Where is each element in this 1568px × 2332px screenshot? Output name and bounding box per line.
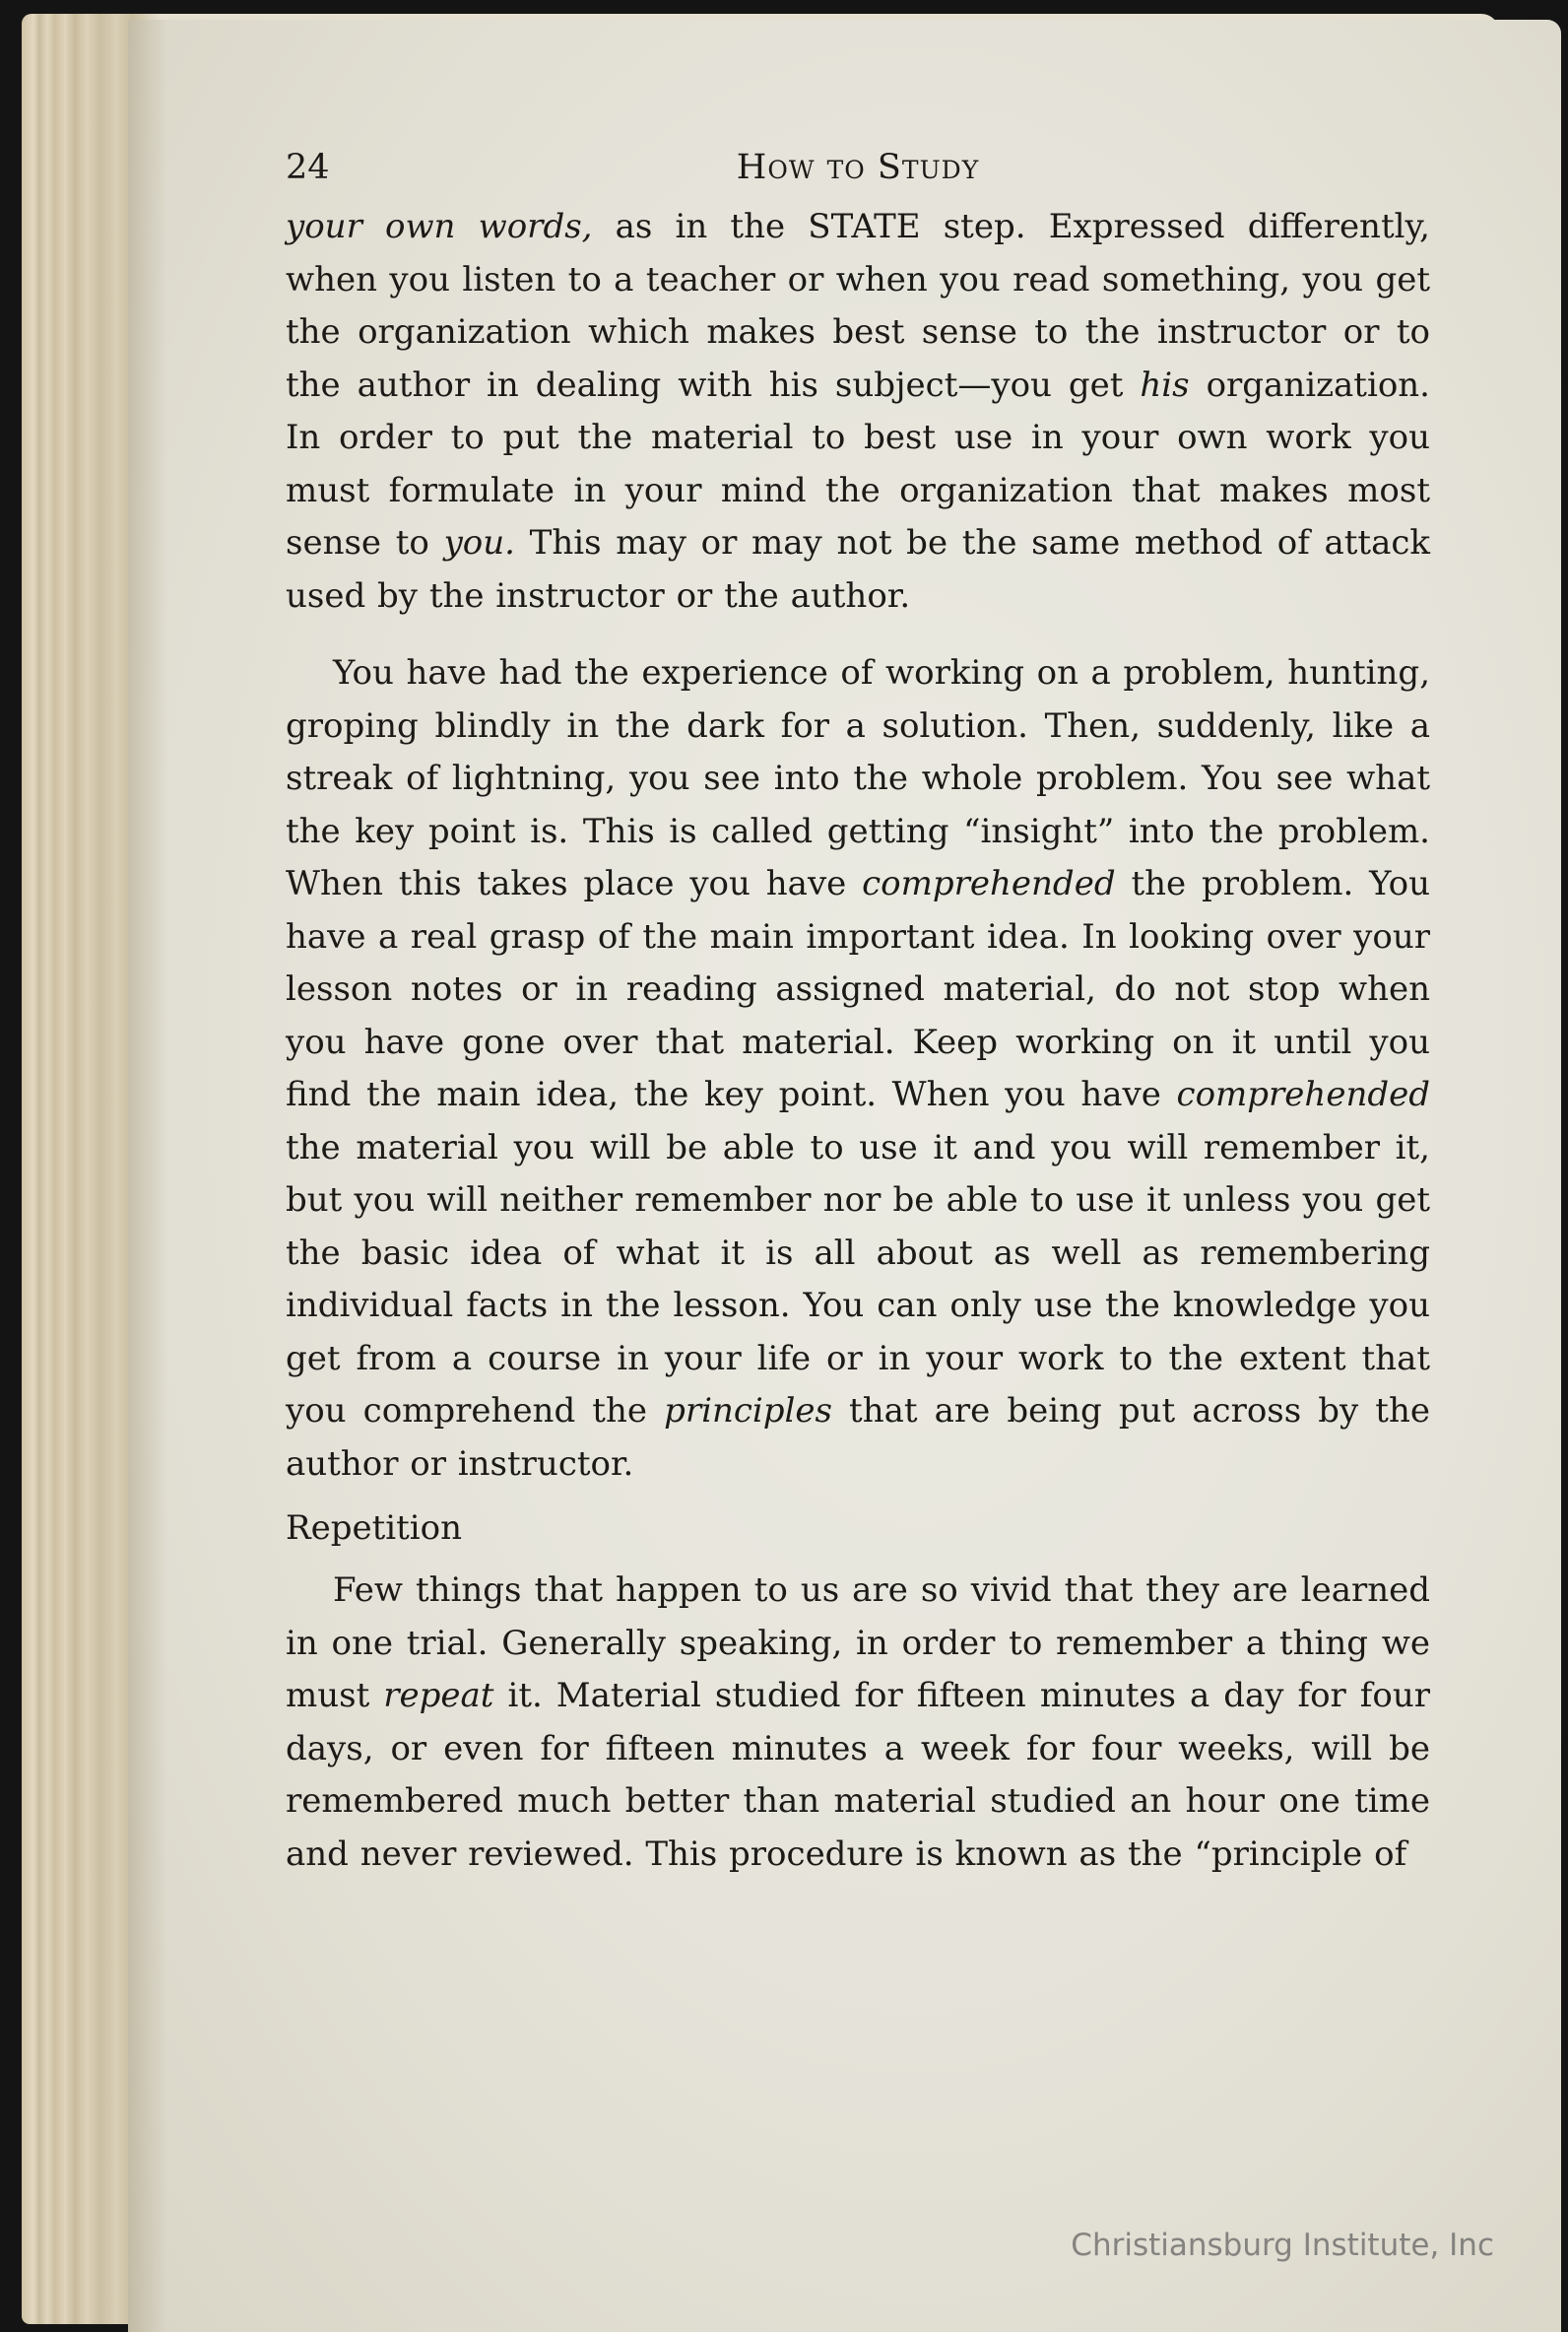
- italic-text: his: [1140, 365, 1190, 405]
- italic-text: comprehended: [1176, 1075, 1430, 1114]
- page-content: [286, 138, 1430, 1881]
- section-heading: Repetition: [286, 1508, 463, 1548]
- page-header: [286, 138, 1430, 201]
- paragraph-1: [286, 201, 1430, 623]
- body-text: organization. In order to put the material to best use in your own work you must formulate in your mind the organization that makes most sense to: [286, 365, 1430, 563]
- running-title: How to Study: [736, 148, 980, 187]
- paragraph-2: [286, 647, 1430, 1491]
- italic-text: principles: [664, 1391, 832, 1431]
- body-text: as in the STATE step. Expressed differently, when you listen to a teacher or when you read something, you get the organization which makes best sense to the instructor or to the author in dealing with his subject—you get: [286, 207, 1430, 405]
- body-text: Few things that happen to us are so vivid that they are learned in one trial. Generally speaking, in order to remember a thing we must: [286, 1570, 1430, 1715]
- body-text: it. Material studied for fifteen minutes a day for four days, or even for fifteen minutes a week for four weeks, will be remembered much better than material studied an hour one time and never reviewed. This procedure is known as the “principle of: [286, 1676, 1430, 1874]
- body-text: You have had the experience of working on a problem, hunting, groping blindly in the dark for a solution. Then, suddenly, like a streak of lightning, you see into the whole problem. You see what the key point is. This is called getting “insight” into the problem. When this takes place you have: [286, 653, 1430, 903]
- italic-text: your own words,: [286, 207, 593, 246]
- italic-text: comprehended: [862, 864, 1116, 903]
- body-text: that are being put across by the author or instructor.: [286, 1391, 1430, 1484]
- page-number: 24: [286, 148, 330, 187]
- body-text: the problem. You have a real grasp of the main important idea. In looking over your lesson notes or in reading assigned material, do not stop when you have gone over that material. Keep working on it until you find the main idea, the key point. When you have: [286, 864, 1430, 1114]
- body-text: This may or may not be the same method of attack used by the instructor or the author.: [286, 523, 1430, 616]
- watermark: Christiansburg Institute, Inc: [1071, 2228, 1494, 2263]
- italic-text: you.: [443, 523, 515, 563]
- paragraph-3: [286, 1565, 1430, 1881]
- italic-text: repeat: [383, 1676, 494, 1715]
- body-text: the material you will be able to use it and you will remember it, but you will neither remember nor be able to use it unless you get the basic idea of what it is all about as well as remembering individual facts in the lesson. You can only use the knowledge you get from a course in your life or in your work to the extent that you comprehend the: [286, 1127, 1430, 1431]
